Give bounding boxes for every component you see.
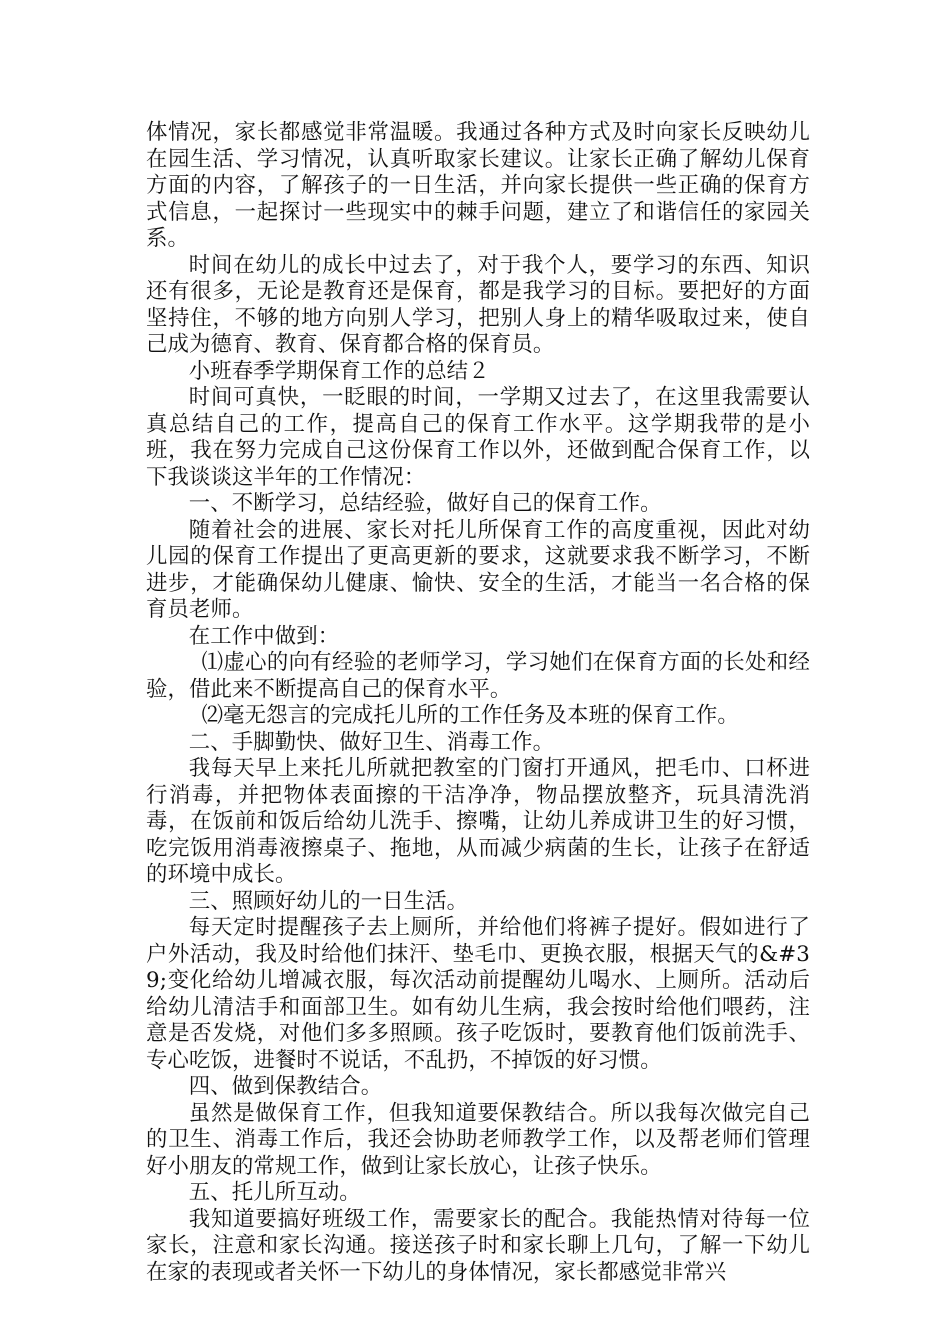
paragraph-reflection: 时间在幼儿的成长中过去了，对于我个人，要学习的东西、知识还有很多，无论是教育还是保育，都是我学习的目标。要把好的方面坚持住，不够的地方向别人学习，把别人身上的精华吸取过来，使自己成为德育、教育、保育都合格的保育员。 bbox=[146, 252, 810, 357]
heading-three: 三、照顾好幼儿的一日生活。 bbox=[188, 888, 469, 914]
paragraph-hygiene: 我每天早上来托儿所就把教室的门窗打开通风，把毛巾、口杯进行消毒，并把物体表面擦的干洁净净，物品摆放整齐，玩具清洗消毒，在饭前和饭后给幼儿洗手、擦嘴，让幼儿养成讲卫生的好习惯，吃完饭用消毒液擦桌子、拖地，从而减少病菌的生长，让孩子在舒适的环境中成长。 bbox=[146, 756, 810, 887]
section-title: 小班春季学期保育工作的总结２ bbox=[188, 358, 490, 384]
list-item-2: ⑵毫无怨言的完成托儿所的工作任务及本班的保育工作。 bbox=[201, 703, 739, 728]
paragraph-care-education: 虽然是做保育工作，但我知道要保教结合。所以我每次做完自己的卫生、消毒工作后，我还会协助老师教学工作，以及帮老师们管理好小朋友的常规工作，做到让家长放心，让孩子快乐。 bbox=[146, 1100, 810, 1179]
heading-four: 四、做到保教结合。 bbox=[188, 1074, 383, 1099]
paragraph-learning: 随着社会的进展、家长对托儿所保育工作的高度重视，因此对幼儿园的保育工作提出了更高更新的要求，这就要求我不断学习，不断进步，才能确保幼儿健康、愉快、安全的生活，才能当一名合格的保育员老师。 bbox=[146, 517, 810, 622]
list-item-1: ⑴虚心的向有经验的老师学习，学习她们在保育方面的长处和经验，借此来不断提高自己的保育水平。 bbox=[146, 650, 810, 702]
heading-five: 五、托儿所互动。 bbox=[188, 1180, 361, 1205]
heading-two: 二、手脚勤快、做好卫生、消毒工作。 bbox=[188, 729, 555, 755]
heading-one: 一、不断学习，总结经验，做好自己的保育工作。 bbox=[188, 491, 662, 516]
paragraph-intro: 时间可真快，一眨眼的时间，一学期又过去了，在这里我需要认真总结自己的工作，提高自己的保育工作水平。这学期我带的是小班，我在努力完成自己这份保育工作以外，还做到配合保育工作，以下我谈谈这半年的工作情况： bbox=[146, 385, 810, 490]
paragraph-parents: 我知道要搞好班级工作，需要家长的配合。我能热情对待每一位家长，注意和家长沟通。接送孩子时和家长聊上几句，了解一下幼儿在家的表现或者关怀一下幼儿的身体情况，家长都感觉非常兴 bbox=[146, 1206, 810, 1285]
paragraph-continuation: 体情况，家长都感觉非常温暖。我通过各种方式及时向家长反映幼儿在园生活、学习情况，认真听取家长建议。让家长正确了解幼儿保育方面的内容，了解孩子的一日生活，并向家长提供一些正确的保育方式信息，一起探讨一些现实中的棘手问题，建立了和谐信任的家园关系。 bbox=[146, 120, 810, 251]
document-page bbox=[146, 120, 810, 1286]
paragraph-daily-care: 每天定时提醒孩子去上厕所，并给他们将裤子提好。假如进行了户外活动，我及时给他们抹汗、垫毛巾、更换衣服，根据天气的&#39;变化给幼儿增减衣服，每次活动前提醒幼儿喝水、上厕所。活动后给幼儿清洁手和面部卫生。如有幼儿生病，我会按时给他们喂药，注意是否发烧，对他们多多照顾。孩子吃饭时，要教育他们饭前洗手、专心吃饭，进餐时不说话，不乱扔，不掉饭的好习惯。 bbox=[146, 915, 810, 1073]
paragraph-work-points: 在工作中做到： bbox=[188, 623, 340, 649]
